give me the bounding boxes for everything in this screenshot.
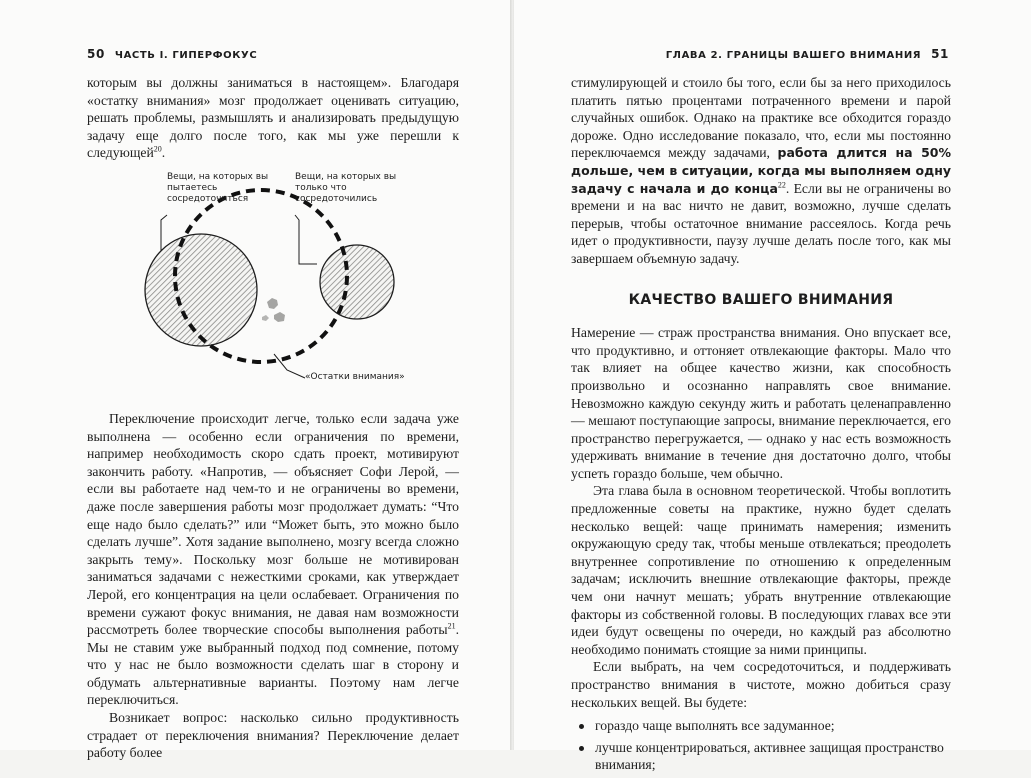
left-paragraph-1 <box>87 74 459 162</box>
emphasis-50-percent: работа длится на 50% дольше, чем в ситуации, когда мы выполняем одну задачу с начала и до конца <box>571 145 951 196</box>
benefits-list <box>571 717 951 774</box>
right-text-column <box>571 74 951 778</box>
left-page <box>0 0 512 761</box>
left-paragraph-1-end: . <box>161 145 166 161</box>
left-paragraph-2-end: . Мы не ставим уже выбранный подход под сомнение, потому что у нас не было возможности сделать шаг в сторону и обдумать альтернативные варианты. Поэтому нам легче переключиться. <box>87 622 459 708</box>
page-number-right: 51 <box>931 47 949 61</box>
previous-focus-circle <box>320 245 394 319</box>
attention-residue-diagram <box>87 172 459 402</box>
residue-blob-3 <box>262 315 269 321</box>
right-paragraph-1-end: . Если вы не ограничены во времени и на вас ничто не давит, возможно, лучше сделать перерыв, чтобы остаточное внимание рассеялось. Когда речь идет о продуктивности, паузу лучше делать после того, как мы завершаем объемную задачу. <box>571 180 951 266</box>
footnote-ref-20: 20 <box>153 144 162 154</box>
right-paragraph-2: Намерение — страж пространства внимания. Оно впускает все, что продуктивно, и оттоняет отвлекающие факторы. Мало что так влияет на общее качество жизни, как способность произвольно и осознанно направлять свое внимание. Невозможно каждую секунду жить и работать целенаправленно — мешают поступающие запросы, внимание переключается, его пространство перегружается, — однако у нас есть возможность удерживать внимание в течение дня достаточно долго, чтобы успеть гораздо больше, чем обычно. <box>571 325 951 481</box>
residue-blob-1 <box>267 298 278 309</box>
right-page <box>514 0 1031 773</box>
list-item: лучше концентрироваться, активнее защищая пространство внимания; <box>571 739 951 774</box>
running-head-left <box>87 47 257 61</box>
right-paragraph-1 <box>571 74 951 268</box>
venn-diagram-svg <box>87 172 459 402</box>
footnote-ref-21: 21 <box>447 621 456 631</box>
label-trying-to-focus: Вещи, на которых вы пытаетесь сосредоточиться <box>167 171 269 204</box>
label-attention-residue: «Остатки внимания» <box>305 371 405 382</box>
left-paragraph-3: Возникает вопрос: насколько сильно продуктивность страдает от переключения внимания? Переключение делает работу более <box>87 710 459 761</box>
page-number-left: 50 <box>87 47 105 61</box>
label-just-focused: Вещи, на которых вы только что сосредоточились <box>295 171 397 204</box>
right-label-connector <box>295 215 317 264</box>
section-heading: КАЧЕСТВО ВАШЕГО ВНИМАНИЯ <box>628 291 894 308</box>
left-paragraph-1-text: которым вы должны заниматься в настоящем». Благодаря «остатку внимания» мозг продолжает оценивать ситуацию, решать проблемы, размышлять и анализировать предыдущую задачу еще долго после того, как мы уже перешли к следующей <box>87 75 459 161</box>
running-head-right <box>666 47 949 61</box>
current-focus-circle <box>145 234 257 346</box>
residue-blob-2 <box>274 312 285 322</box>
left-paragraph-2-text: Переключение происходит легче, только если задача уже выполнена — особенно если ограничения по времени, например необходимость скоро сдать проект, мотивируют закончить работу. «Напротив, — объясняет Софи Лерой, — если вы работаете над чем-то и не ограничены во времени, даже после завершения работы мозг продолжает думать: “Что еще надо было сделать?” или “Может быть, это можно было сделать лучше”. Хотя задание выполнено, мозгу всегда сложно закрыть тему». Поскольку мозг больше не мотивирован заниматься задачами с нежесткими сроками, как утверждает Лерой, его концентрация на цели ослабевает. Ограничения по времени сужают фокус внимания, не давая нам возможности рассмотреть более творческие способы выполнения работы <box>87 410 459 638</box>
right-paragraph-1-text: стимулирующей и стоило бы того, если бы за него приходилось платить пятью процентами потраченного времени и парой случайных ошибок. Однако на практике все обходится гораздо дороже. Одно исследование показало, что, если мы постоянно переключаемся между задачами, <box>571 75 951 161</box>
list-item: гораздо чаще выполнять все задуманное; <box>571 717 951 735</box>
right-paragraph-4: Если выбрать, на чем сосредоточиться, и поддерживать пространство внимания в чистоте, можно добиться сразу нескольких вещей. Вы будете: <box>571 659 951 710</box>
left-paragraph-2 <box>87 410 459 709</box>
right-paragraph-3: Эта глава была в основном теоретической. Чтобы воплотить предложенные советы на практике, нужно будет сделать несколько вещей: чаще принимать намерения; изменить окружающую среду так, чтобы меньше отвлекаться; преодолеть внутреннее сопротивление по отношению к определенным задачам; исключить внешние отвлекающие факторы, прежде чем они начнут мешать; убрать внутренние отвлекающие факторы из собственной головы. В последующих главах все эти идеи будут освещены по очереди, но каждый раз абсолютно необходимо понимать стоящие за ними принципы. <box>571 483 951 657</box>
running-head-title-right: ГЛАВА 2. ГРАНИЦЫ ВАШЕГО ВНИМАНИЯ <box>665 50 922 61</box>
left-text-column <box>87 74 459 762</box>
footnote-ref-22: 22 <box>777 180 786 189</box>
running-head-title-left: ЧАСТЬ I. ГИПЕРФОКУС <box>114 50 258 61</box>
